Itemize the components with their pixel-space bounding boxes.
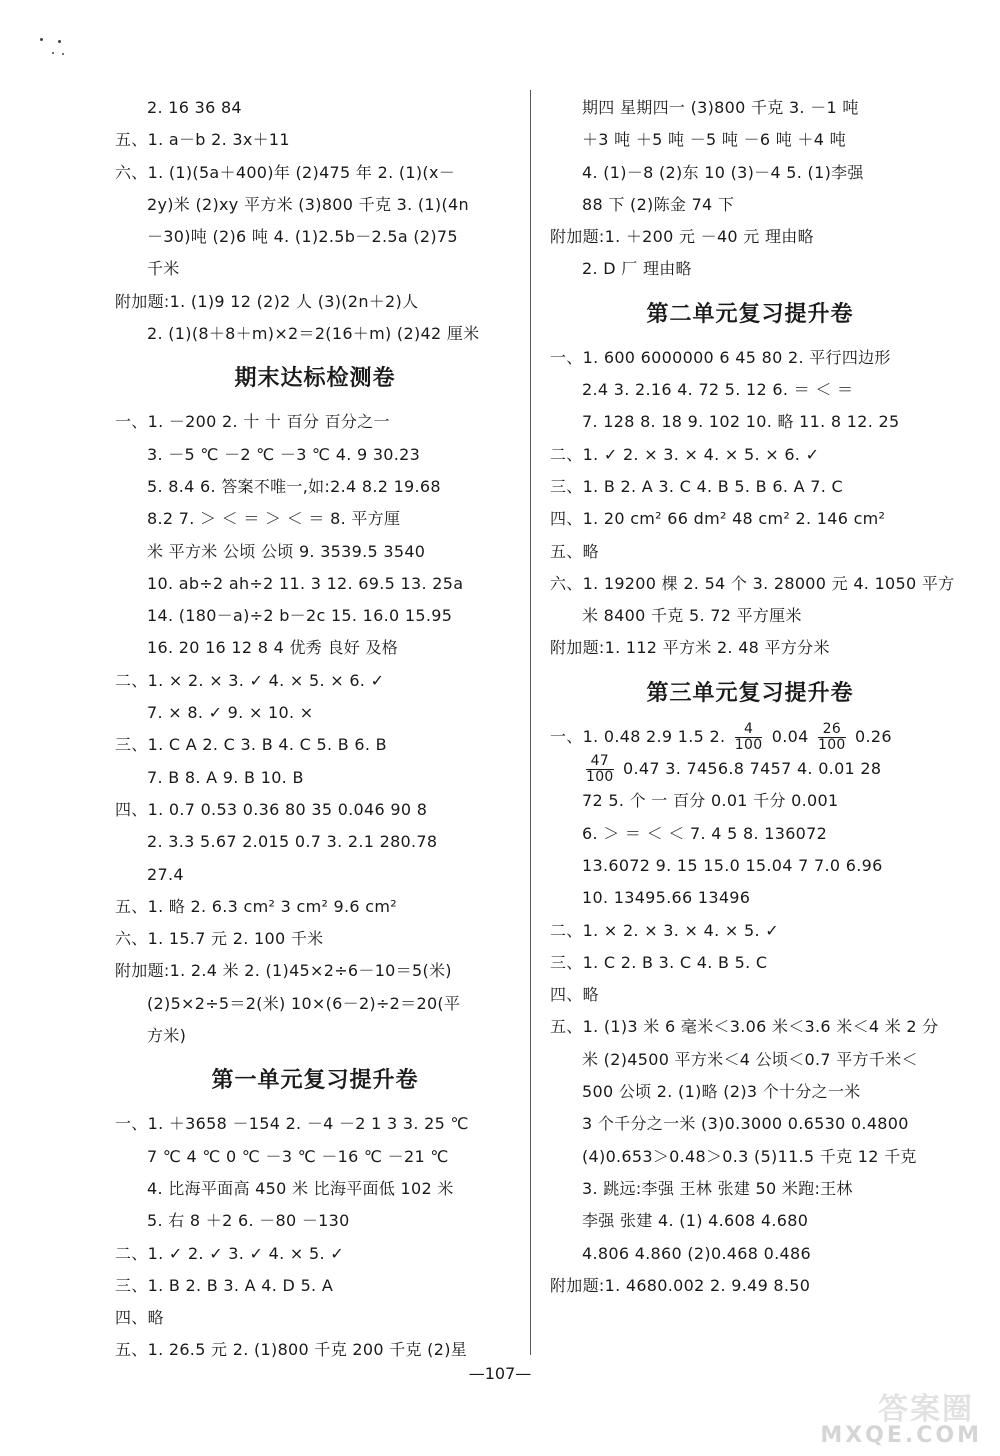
answer-line: 附加题:1. 4680.002 2. 9.49 8.50 [550, 1275, 811, 1295]
answer-line: 一、1. 0.48 2.9 1.5 2. $\frac{4}{100}$ 0.04 $\frac{26}{100}$ 0.26 [550, 720, 892, 753]
fraction [586, 754, 614, 785]
answer-line: ＋3 吨 ＋5 吨 －5 吨 －6 吨 ＋4 吨 [582, 130, 846, 150]
answer-line: 三、1. B 2. B 3. A 4. D 5. A [115, 1275, 334, 1295]
scan-speck [52, 52, 54, 54]
answer-line: 米 平方米 公顷 公顷 9. 3539.5 3540 [147, 541, 426, 561]
answer-line: 六、1. 19200 棵 2. 54 个 3. 28000 元 4. 1050 平方 [550, 573, 955, 593]
answer-line: 5. 右 8 ＋2 6. －80 －130 [147, 1211, 350, 1231]
fraction-numerator: 26 [818, 722, 846, 738]
answer-line: 16. 20 16 12 8 4 优秀 良好 及格 [147, 638, 399, 658]
answer-line: 2.4 3. 2.16 4. 72 5. 12 6. ＝ ＜ ＝ [582, 380, 854, 400]
answer-line: 五、1. (1)3 米 6 毫米＜3.06 米＜3.6 米＜4 米 2 分 [550, 1017, 939, 1037]
column-divider [530, 90, 531, 1355]
answer-line: 500 公顷 2. (1)略 (2)3 个十分之一米 [582, 1082, 861, 1102]
answer-line: 7. × 8. ✓ 9. × 10. × [147, 703, 314, 723]
scan-speck [40, 38, 43, 41]
answer-line: 二、1. × 2. × 3. × 4. × 5. ✓ [550, 920, 779, 940]
answer-line: 13.6072 9. 15 15.0 15.04 7 7.0 6.96 [582, 855, 883, 875]
fraction [818, 722, 846, 753]
answer-line: 四、1. 0.7 0.53 0.36 80 35 0.046 90 8 [115, 799, 428, 819]
fraction-denominator: 100 [586, 769, 614, 786]
answer-line: 附加题:1. 2.4 米 2. (1)45×2÷6－10＝5(米) [115, 961, 452, 981]
answer-line: 四、略 [115, 1308, 164, 1328]
answer-line: 2. D 厂 理由略 [582, 259, 692, 279]
section-title: 期末达标检测卷 [234, 365, 396, 392]
answer-line: 72 5. 个 一 百分 0.01 千分 0.001 [582, 791, 839, 811]
answer-line: $\frac{47}{100}$ 0.47 3. 7456.8 7457 4. 0.01 28 [586, 753, 882, 786]
answer-line: 7 ℃ 4 ℃ 0 ℃ －3 ℃ －16 ℃ －21 ℃ [147, 1146, 449, 1166]
answer-line: 2. 16 36 84 [147, 98, 242, 117]
answer-line: 六、1. 15.7 元 2. 100 千米 [115, 929, 324, 949]
answer-line: 五、略 [550, 541, 599, 561]
answer-line: 五、1. 26.5 元 2. (1)800 千克 200 千克 (2)星 [115, 1340, 468, 1360]
answer-line: 4. 比海平面高 450 米 比海平面低 102 米 [147, 1178, 454, 1198]
answer-line: －30)吨 (2)6 吨 4. (1)2.5b－2.5a (2)75 [147, 227, 458, 247]
scan-speck [62, 53, 64, 55]
answer-line: 一、1. 600 6000000 6 45 80 2. 平行四边形 [550, 347, 891, 367]
answer-line: 米 8400 千克 5. 72 平方厘米 [582, 606, 802, 626]
right-column [550, 92, 955, 1302]
answer-line: 27.4 [147, 864, 184, 884]
answer-line: 7. B 8. A 9. B 10. B [147, 767, 304, 787]
answer-line: 6. ＞ ＝ ＜ ＜ 7. 4 5 8. 136072 [582, 823, 828, 843]
fraction-numerator: 4 [735, 722, 763, 738]
answer-line: 3. －5 ℃ －2 ℃ －3 ℃ 4. 9 30.23 [147, 444, 421, 464]
answer-line: (2)5×2÷5＝2(米) 10×(6－2)÷2＝20(平 [147, 993, 461, 1013]
fraction [735, 722, 763, 753]
answer-line: 米 (2)4500 平方米＜4 公顷＜0.7 平方千米＜ [582, 1049, 918, 1069]
fraction-denominator: 100 [734, 736, 763, 753]
page-number: —107— [468, 1364, 532, 1383]
answer-line: 14. (180－a)÷2 b－2c 15. 16.0 15.95 [147, 606, 453, 626]
answer-line: 2. (1)(8＋8＋m)×2＝2(16＋m) (2)42 厘米 [147, 324, 480, 344]
answer-line: 8.2 7. ＞ ＜ ＝ ＞ ＜ ＝ 8. 平方厘 [147, 509, 401, 529]
answer-line: 一、1. －200 2. 十 十 百分 百分之一 [115, 412, 390, 432]
answer-line: 10. 13495.66 13496 [582, 888, 751, 908]
answer-line: 附加题:1. ＋200 元 －40 元 理由略 [550, 227, 814, 247]
watermark-domain: MXQE.COM [820, 1423, 982, 1448]
answer-line: 5. 8.4 6. 答案不唯一,如:2.4 8.2 19.68 [147, 476, 441, 496]
answer-line: 一、1. ＋3658 －154 2. －4 －2 1 3 3. 25 ℃ [115, 1114, 469, 1134]
fraction-numerator: 47 [586, 754, 614, 770]
answer-line: 2. 3.3 5.67 2.015 0.7 3. 2.1 280.78 [147, 832, 438, 852]
answer-line: 88 下 (2)陈金 74 下 [582, 194, 735, 214]
answer-line: 3 个千分之一米 (3)0.3000 0.6530 0.4800 [582, 1114, 909, 1134]
answer-line: 7. 128 8. 18 9. 102 10. 略 11. 8 12. 25 [582, 412, 900, 432]
watermark-logo: 答案圈 [878, 1392, 974, 1427]
answer-line: 2y)米 (2)xy 平方米 (3)800 千克 3. (1)(4n [147, 194, 469, 214]
answer-line: 五、1. a－b 2. 3x＋11 [115, 130, 290, 150]
answer-line: 千米 [147, 259, 180, 279]
answer-line: 二、1. × 2. × 3. ✓ 4. × 5. × 6. ✓ [115, 670, 385, 690]
answer-line: 10. ab÷2 ah÷2 11. 3 12. 69.5 13. 25a [147, 573, 464, 593]
answer-line: 4. (1)－8 (2)东 10 (3)－4 5. (1)李强 [582, 162, 864, 182]
answer-line: 方米) [147, 1026, 187, 1046]
section-title: 第二单元复习提升卷 [646, 300, 854, 327]
watermark [762, 1388, 982, 1448]
answer-line: (4)0.653＞0.48＞0.3 (5)11.5 千克 12 千克 [582, 1146, 917, 1166]
answer-line: 五、1. 略 2. 6.3 cm² 3 cm² 9.6 cm² [115, 896, 397, 916]
fraction-denominator: 100 [818, 736, 846, 753]
answer-line: 附加题:1. (1)9 12 (2)2 人 (3)(2n＋2)人 [115, 291, 419, 311]
answer-line: 附加题:1. 112 平方米 2. 48 平方分米 [550, 638, 830, 658]
answer-line: 3. 跳远:李强 王林 张建 50 米跑:王林 [582, 1178, 853, 1198]
section-title: 第三单元复习提升卷 [646, 679, 854, 706]
answer-line: 三、1. C A 2. C 3. B 4. C 5. B 6. B [115, 735, 387, 755]
answer-line: 四、1. 20 cm² 66 dm² 48 cm² 2. 146 cm² [550, 509, 886, 529]
answer-line: 四、略 [550, 985, 599, 1005]
section-title: 第一单元复习提升卷 [211, 1067, 419, 1094]
answer-line: 4.806 4.860 (2)0.468 0.486 [582, 1243, 811, 1263]
answer-line: 二、1. ✓ 2. ✓ 3. ✓ 4. × 5. ✓ [115, 1243, 344, 1263]
answer-line: 三、1. B 2. A 3. C 4. B 5. B 6. A 7. C [550, 476, 843, 496]
scan-speck [58, 40, 61, 43]
answer-line: 三、1. C 2. B 3. C 4. B 5. C [550, 952, 768, 972]
answer-line: 期四 星期四一 (3)800 千克 3. －1 吨 [582, 98, 859, 117]
left-column [115, 92, 515, 1367]
answer-line: 李强 张建 4. (1) 4.608 4.680 [582, 1211, 809, 1231]
answer-line: 二、1. ✓ 2. × 3. × 4. × 5. × 6. ✓ [550, 444, 820, 464]
answer-line: 六、1. (1)(5a＋400)年 (2)475 年 2. (1)(x－ [115, 162, 456, 182]
